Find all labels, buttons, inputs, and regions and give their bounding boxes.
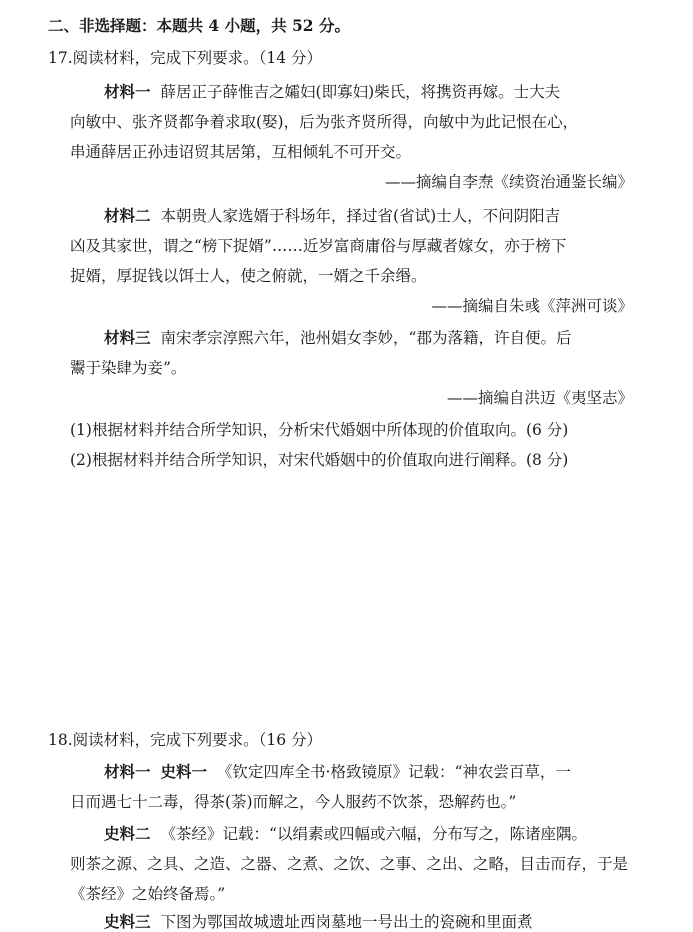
q17-material-3-line-1 (104, 328, 571, 348)
q17-material-2-label: 材料二 (104, 206, 151, 225)
q17-material-1-source: ——摘编自李焘《续资治通鉴长编》 (384, 173, 633, 191)
q18-source-3-text: 下图为鄂国故城遗址西岗墓地一号出土的瓷碗和里面煮 (160, 913, 533, 931)
q18-source-2-line-1 (104, 824, 587, 844)
question-18-title: 18.阅读材料，完成下列要求。（16 分） (48, 731, 323, 749)
q18-material-1-line-1 (104, 762, 571, 782)
q18-source-2-line-3: 《茶经》之始终备焉。” (70, 885, 226, 903)
answer-space (48, 480, 645, 720)
q17-material-3-line-2: 鬻于染肆为妾”。 (70, 359, 187, 377)
q17-material-3-text: 南宋孝宗淳熙六年，池州娼女李妙，“郡为落籍，许自便。后 (160, 329, 572, 347)
q18-source-1-line-2: 日而遇七十二毒，得茶(荼)而解之，今人服药不饮茶，恐解药也。” (70, 793, 517, 811)
q17-material-2-text: 本朝贵人家选婿于科场年，择过省(省试)士人，不问阴阳吉 (160, 207, 561, 225)
q17-material-2-line-3: 捉婿，厚捉钱以饵士人，使之俯就，一婿之千余缗。 (70, 267, 427, 285)
q17-sub-question-2: (2)根据材料并结合所学知识，对宋代婚姻中的价值取向进行阐释。(8 分) (70, 451, 569, 469)
q17-material-1-text: 薛居正子薛惟吉之孀妇(即寡妇)柴氏，将携资再嫁。士大夫 (160, 83, 561, 101)
q17-material-1-line-1 (104, 82, 560, 102)
section-heading: 二、非选择题：本题共 4 小题，共 52 分。 (48, 16, 350, 35)
q17-material-2-source: ——摘编自朱彧《萍洲可谈》 (431, 297, 633, 315)
q18-source-2-line-2: 则茶之源、之具、之造、之器、之煮、之饮、之事、之出、之略，目击而存，于是 (70, 855, 629, 873)
q17-material-2-line-1 (104, 206, 560, 226)
q18-source-1-text: 《钦定四库全书·格致镜原》记载：“神农尝百草，一 (217, 763, 571, 781)
q17-material-1-line-3: 串通薛居正孙违诏贸其居第，互相倾轧不可开交。 (70, 143, 412, 161)
q18-material-1-label: 材料一 (104, 762, 151, 781)
q17-sub-question-1: (1)根据材料并结合所学知识，分析宋代婚姻中所体现的价值取向。(6 分) (70, 421, 569, 439)
q18-source-3-label: 史料三 (104, 912, 151, 931)
q18-source-1-label: 史料一 (160, 762, 208, 781)
q17-material-2-line-2: 凶及其家世，谓之“榜下捉婿”……近岁富商庸俗与厚藏者嫁女，亦于榜下 (70, 237, 567, 255)
q17-material-1-line-2: 向敏中、张齐贤都争着求取(娶)，后为张齐贤所得，向敏中为此记恨在心， (70, 113, 579, 131)
q18-source-3-line-1 (104, 912, 533, 932)
q18-source-2-text: 《茶经》记载：“以绢素或四幅或六幅，分布写之，陈诸座隅。 (160, 825, 587, 843)
q17-material-3-source: ——摘编自洪迈《夷坚志》 (446, 389, 633, 407)
q18-source-2-label: 史料二 (104, 824, 151, 843)
q17-material-3-label: 材料三 (104, 328, 151, 347)
q17-material-1-label: 材料一 (104, 82, 151, 101)
question-17-title: 17.阅读材料，完成下列要求。（14 分） (48, 49, 323, 67)
